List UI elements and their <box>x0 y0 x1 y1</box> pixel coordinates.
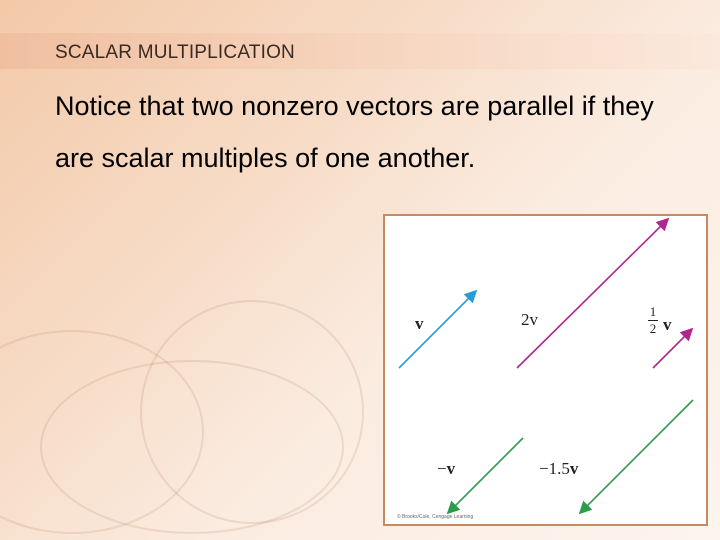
label-neg-1-5v: −1.5v <box>539 459 579 478</box>
slide-body-text: Notice that two nonzero vectors are parallel if they are scalar multiples of one another. <box>55 91 654 173</box>
label-2v: 2v <box>521 310 538 329</box>
slide-title: SCALAR MULTIPLICATION <box>55 42 295 63</box>
label-half-numerator: 1 <box>649 304 657 319</box>
label-neg-v: −v <box>437 459 456 478</box>
figure-credit: © Brooks/Cole, Cengage Learning <box>397 514 474 520</box>
label-half-denominator: 2 <box>649 321 657 336</box>
vector-v-arrow <box>399 292 475 368</box>
label-half-v: v <box>663 315 672 334</box>
vector-neg-1-5v-arrow <box>581 400 693 512</box>
vector-neg-v-arrow <box>449 438 523 512</box>
vector-figure <box>383 214 708 526</box>
vector-2v-arrow <box>517 220 667 368</box>
label-v: v <box>415 314 424 333</box>
